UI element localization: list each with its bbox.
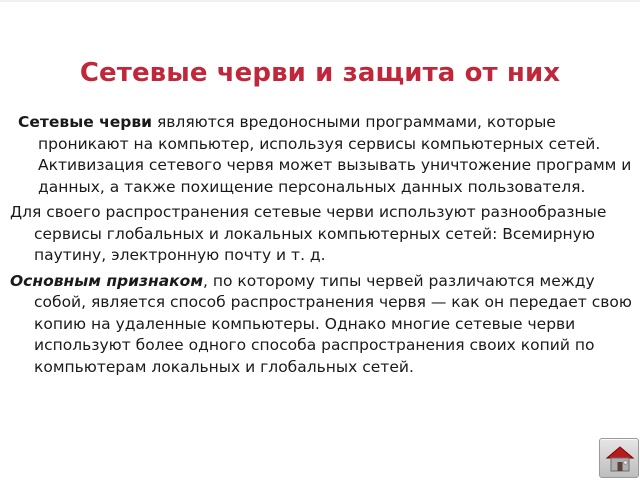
- term-main-sign: Основным признаком: [10, 271, 204, 290]
- paragraph-worms-spread: [10, 202, 632, 267]
- term-network-worms: Сетевые черви: [18, 113, 153, 131]
- paragraph-text: являются вредоносными программами, которые проникают на компьютер, используя сервисы компьютерных сетей. Активизация сетевого червя может вызывать уничтожение программ и данных, а также похищение персональных данных пользователя.: [38, 113, 632, 196]
- home-icon: [605, 444, 635, 474]
- paragraph-text: Для своего распространения сетевые черви используют разнообразные сервисы глобальных и локальных компьютерных сетей: Всемирную паутину, электронную почту и т. д.: [10, 203, 607, 264]
- slide-title: Сетевые черви и защита от них: [79, 58, 561, 88]
- slide-body: [10, 112, 632, 382]
- paragraph-text: , по которому типы червей различаются между собой, является способ распространения червя — как он передает свою копию на удаленные компьютеры. Однако многие сетевые черви используют более одного способа распространения своих копий по компьютерам локальных и глобальных сетей.: [34, 271, 632, 376]
- home-button[interactable]: [599, 438, 639, 478]
- paragraph-worms-definition: [10, 112, 632, 198]
- paragraph-main-sign: [10, 271, 632, 379]
